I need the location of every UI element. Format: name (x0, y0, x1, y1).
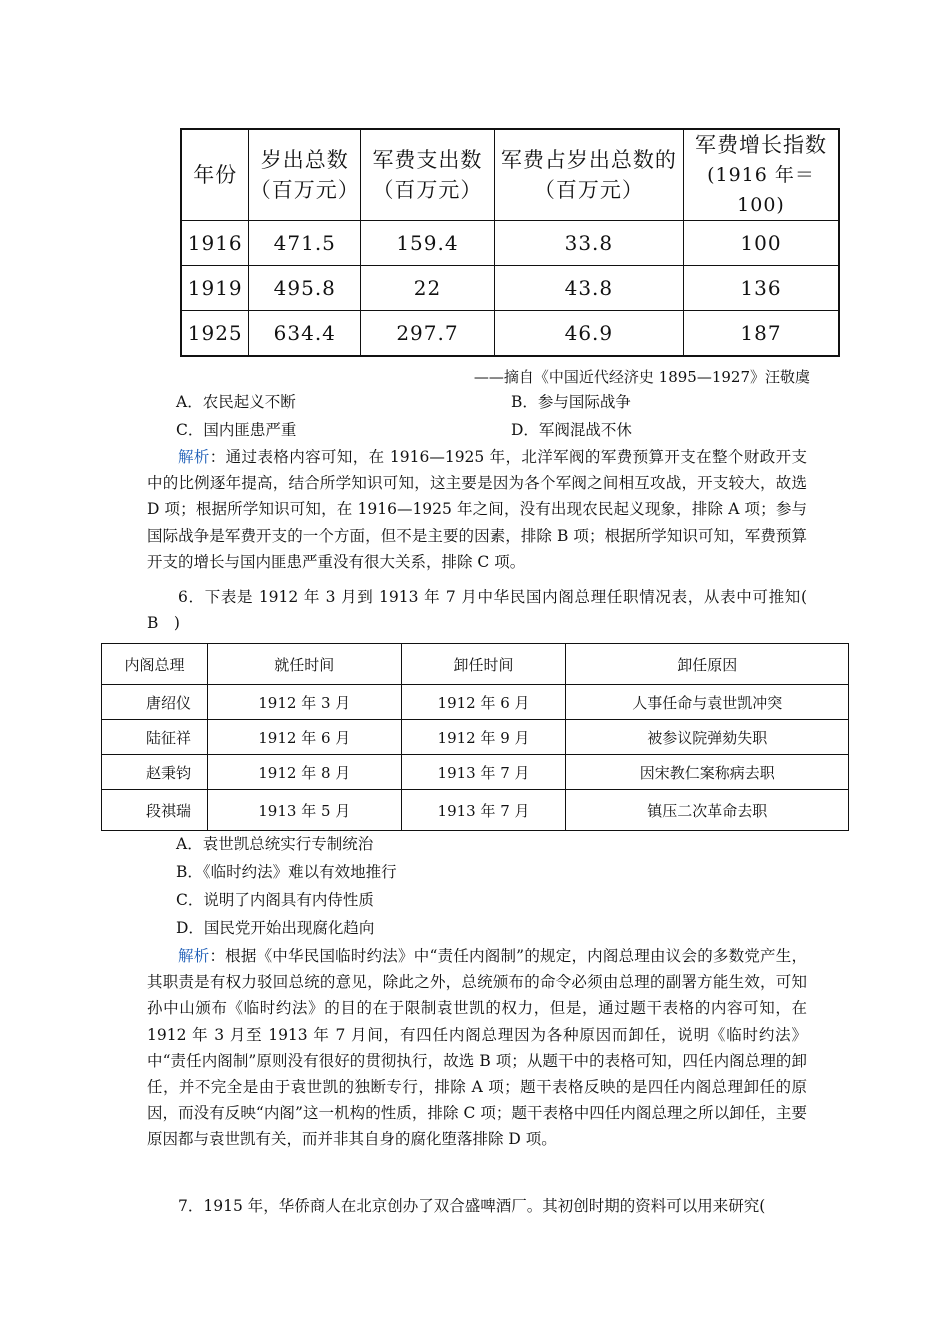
table-row (102, 755, 849, 790)
table-cell: 33.8 (494, 221, 683, 266)
table-cell: 1913 年 5 月 (207, 790, 401, 831)
table-cell: 1913 年 7 月 (401, 755, 566, 790)
option-a: A．农民起义不断 (176, 393, 296, 411)
option-c: C．说明了内阁具有内侍性质 (176, 891, 374, 909)
table-cell: 136 (683, 266, 839, 311)
table-cell: 1912 年 6 月 (401, 685, 566, 720)
option-c: C．国内匪患严重 (176, 421, 297, 439)
table-row (181, 221, 839, 266)
table-cell: 634.4 (249, 311, 361, 357)
table-cell: 46.9 (494, 311, 683, 357)
table-header-row (181, 129, 839, 221)
table-cell: 镇压二次革命去职 (566, 790, 849, 831)
table-row (102, 790, 849, 831)
table-source-citation: ——摘自《中国近代经济史 1895—1927》汪敬虞 (473, 368, 810, 386)
table-cell: 1925 (181, 311, 249, 357)
table-cell: 1916 (181, 221, 249, 266)
header-cell: 卸任时间 (401, 644, 566, 685)
header-cell: 军费支出数 （百万元） (361, 129, 495, 221)
table-row (181, 311, 839, 357)
table-cell: 唐绍仪 (102, 685, 208, 720)
table-cell: 人事任命与袁世凯冲突 (566, 685, 849, 720)
table-cell: 187 (683, 311, 839, 357)
header-cell: 岁出总数 （百万元） (249, 129, 361, 221)
table-cell: 495.8 (249, 266, 361, 311)
table-cell: 被参议院弹劾失职 (566, 720, 849, 755)
analysis-text: ：根据《中华民国临时约法》中“责任内阁制”的规定，内阁总理由议会的多数党产生，其职责是有权力驳回总统的意见，除此之外，总统颁布的命令必须由总理的副署方能生效，可知孙中山颁布《临时约法》的目的在于限制袁世凯的权力，但是，通过题干表格的内容可知，在 1912 年 3 月至 1913 年 7 月间，有四任内阁总理因为各种原因而卸任，说明《临时约法》中“责任内阁制”原则没有很好的贯彻执行，故选 B 项；从题干中的表格可知，四任内阁总理的卸任，并不完全是由于袁世凯的独断专行，排除 A 项；题干表格反映的是四任内阁总理卸任的原因，而没有反映“内阁”这一机构的性质，排除 C 项；题干表格中四任内阁总理之所以卸任，主要原因都与袁世凯有关，而并非其自身的腐化堕落排除 D 项。 (147, 947, 807, 1149)
table-cell: 43.8 (494, 266, 683, 311)
table-cell: 1913 年 7 月 (401, 790, 566, 831)
analysis-label: 解析 (178, 947, 210, 965)
option-a: A．袁世凯总统实行专制统治 (176, 835, 374, 853)
analysis-label: 解析 (178, 448, 210, 466)
header-cell: 军费占岁出总数的 （百万元） (494, 129, 683, 221)
header-cell: 内阁总理 (102, 644, 208, 685)
q6-stem: 6．下表是 1912 年 3 月到 1913 年 7 月中华民国内阁总理任职情况表，从表中可推知( B ) (147, 588, 823, 633)
table-header-row (102, 644, 849, 685)
table-cell: 段祺瑞 (102, 790, 208, 831)
table-row (102, 685, 849, 720)
q6-analysis (147, 943, 807, 1153)
table-row (102, 720, 849, 755)
premier-table (101, 643, 849, 831)
header-cell: 卸任原因 (566, 644, 849, 685)
table-cell: 1919 (181, 266, 249, 311)
analysis-text: ：通过表格内容可知，在 1916—1925 年，北洋军阀的军费预算开支在整个财政开支中的比例逐年提高，结合所学知识可知，这主要是因为各个军阀之间相互攻战，开支较大，故选 D 项；根据所学知识可知，在 1916—1925 年之间，没有出现农民起义现象，排除 A 项；参与国际战争是军费开支的一个方面，但不是主要的因素，排除 B 项；根据所学知识可知，军费预算开支的增长与国内匪患严重没有很大关系，排除 C 项。 (147, 448, 807, 571)
header-cell: 军费增长指数 (1916 年＝100) (683, 129, 839, 221)
table-cell: 1912 年 6 月 (207, 720, 401, 755)
header-cell: 就任时间 (207, 644, 401, 685)
table-cell: 297.7 (361, 311, 495, 357)
table-cell: 100 (683, 221, 839, 266)
table-cell: 陆征祥 (102, 720, 208, 755)
military-expense-table (180, 128, 840, 357)
option-b: B．《临时约法》难以有效地推行 (176, 863, 397, 881)
q5-analysis (147, 444, 807, 575)
table-cell: 1912 年 9 月 (401, 720, 566, 755)
header-cell: 年份 (181, 129, 249, 221)
table-cell: 471.5 (249, 221, 361, 266)
table-cell: 159.4 (361, 221, 495, 266)
q7-stem: 7．1915 年，华侨商人在北京创办了双合盛啤酒厂。其初创时期的资料可以用来研究( (178, 1197, 766, 1215)
table-cell: 1912 年 8 月 (207, 755, 401, 790)
table-cell: 22 (361, 266, 495, 311)
table-row (181, 266, 839, 311)
option-d: D．军阀混战不休 (511, 421, 632, 439)
option-b: B．参与国际战争 (511, 393, 631, 411)
table-cell: 因宋教仁案称病去职 (566, 755, 849, 790)
option-d: D．国民党开始出现腐化趋向 (176, 919, 375, 937)
table-cell: 1912 年 3 月 (207, 685, 401, 720)
table-cell: 赵秉钧 (102, 755, 208, 790)
